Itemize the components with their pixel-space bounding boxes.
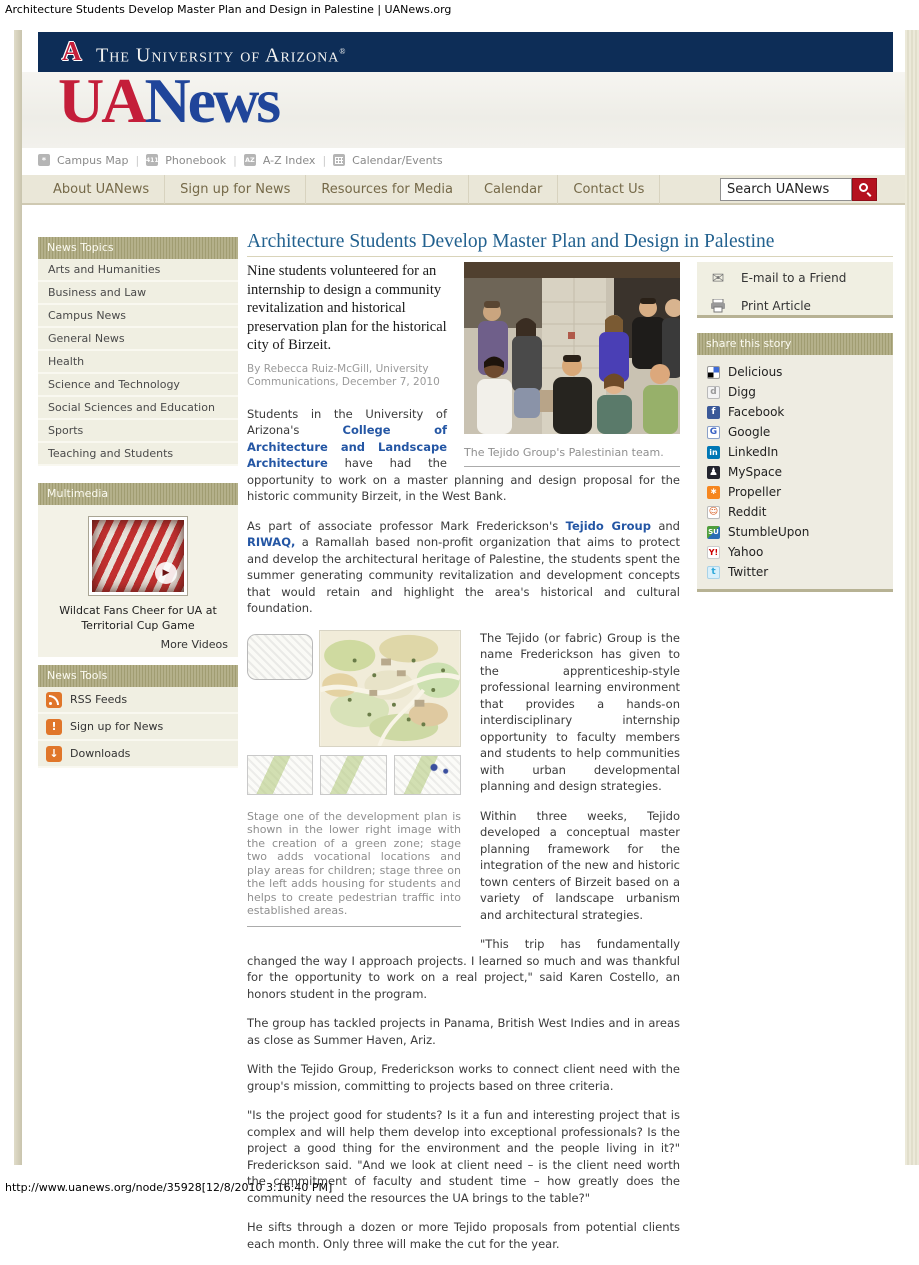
multimedia-section [38, 483, 238, 657]
utility-link-phonebook[interactable]: Phonebook [165, 153, 227, 167]
stumbleupon-icon: SU [707, 526, 720, 539]
uanews-logo-band [22, 65, 905, 148]
plan-image-montage [247, 630, 461, 798]
propeller-icon: ∗ [707, 486, 720, 499]
video-title-link[interactable]: Wildcat Fans Cheer for UA at Territorial Cup Game [59, 604, 217, 632]
paragraph-6: The group has tackled projects in Panama, British West Indies and in areas as close as Summer Haven, Ariz. [247, 1016, 680, 1047]
article-photo-figure [464, 262, 680, 467]
page-background-right-strip [905, 30, 919, 1165]
video-thumbnail[interactable] [89, 517, 187, 595]
sidebar-item-teaching-and-students[interactable]: Teaching and Students [38, 443, 238, 466]
uanews-logo[interactable]: UANews [58, 65, 279, 136]
college-architecture-link[interactable]: College of Architecture and Landscape Architecture [247, 423, 447, 470]
separator: | [233, 153, 237, 167]
tool-label: RSS Feeds [70, 693, 128, 706]
google-icon: G [707, 426, 720, 439]
nav-item-about-uanews[interactable]: About UANews [38, 175, 165, 204]
delicious-icon [707, 366, 720, 379]
status-bar-url: http://www.uanews.org/node/35928[12/8/2010 3:16:40 PM] [5, 1181, 333, 1194]
yahoo-icon: Y! [708, 547, 719, 557]
share-delicious[interactable]: Delicious [707, 362, 893, 382]
reddit-icon: ☺ [708, 506, 719, 517]
riwaq-link[interactable]: RIWAQ, [247, 535, 296, 549]
share-propeller[interactable]: ∗ Propeller [707, 482, 893, 502]
share-google[interactable]: G Google [707, 422, 893, 442]
utility-links-row [38, 152, 443, 168]
facebook-icon: f [707, 406, 720, 419]
multimedia-body [38, 505, 238, 657]
rss-icon [46, 692, 62, 708]
search-button[interactable] [852, 178, 877, 201]
tool-rss-feeds[interactable] [38, 687, 238, 714]
email-to-friend-link[interactable] [697, 266, 893, 290]
separator: | [135, 153, 140, 167]
print-label: Print Article [741, 299, 811, 313]
paragraph-5: "This trip has fundamentally changed the way I approach projects. I learned so much and was thankful for the opportunity to work on a real project," said Karen Costello, an honors student in the program. [247, 937, 680, 1001]
digg-icon: d [707, 386, 720, 399]
myspace-icon: ♟ [707, 466, 720, 479]
share-myspace[interactable]: ♟ MySpace [707, 462, 893, 482]
page-title: Architecture Students Develop Master Plan and Design in Palestine [247, 231, 775, 252]
share-stumbleupon[interactable]: SU StumbleUpon [708, 525, 810, 539]
news-tools-header: News Tools [38, 665, 238, 687]
sidebar-item-science-and-technology[interactable]: Science and Technology [38, 374, 238, 397]
paragraph-4: Within three weeks, Tejido developed a conceptual master planning framework for the integration of the new and historic town centers of Birzeit based on a variety of landscape urbanism and architectural strategies. [480, 808, 680, 922]
sidebar-item-sports[interactable]: Sports [38, 420, 238, 443]
stage-two-thumbnail[interactable] [320, 755, 387, 795]
university-wordmark[interactable]: The University of Arizona® [96, 44, 347, 67]
search-input[interactable] [720, 178, 852, 201]
envelope-icon: ✉ [711, 269, 725, 287]
search-form [720, 178, 877, 201]
sidebar-item-general-news[interactable]: General News [38, 328, 238, 351]
article-actions-box [697, 262, 893, 318]
share-linkedin[interactable]: in LinkedIn [707, 442, 893, 462]
plan-sketch-thumbnail[interactable] [247, 634, 313, 680]
window-title: Architecture Students Develop Master Plan and Design in Palestine | UANews.org [5, 3, 452, 16]
utility-link-calendar-events[interactable]: Calendar/Events [352, 153, 443, 167]
paragraph-2: As part of associate professor Mark Frederickson's Tejido Group and RIWAQ, a Ramallah based non-profit organization that aims to protect and develop the architectural heritage of Palestine, the students spent the summer generating community revitalization and development concepts that would retain and highlight the area's historical and cultural foundation. [247, 518, 680, 615]
news-topics-header: News Topics [38, 237, 238, 259]
article-lead: Nine students volunteered for an internship to design a community revitalization and historical preservation plan for the historical city of Birzeit. [247, 263, 447, 353]
stage-three-thumbnail[interactable] [247, 755, 313, 795]
photo-caption: The Tejido Group's Palestinian team. [464, 439, 680, 467]
search-icon [859, 183, 868, 192]
email-label: E-mail to a Friend [741, 271, 847, 285]
stage-one-thumbnail[interactable] [394, 755, 461, 795]
sidebar-item-social-sciences-and-education[interactable]: Social Sciences and Education [38, 397, 238, 420]
nav-item-contact-us[interactable]: Contact Us [558, 175, 660, 204]
nav-item-calendar[interactable]: Calendar [469, 175, 558, 204]
news-topics-section [38, 237, 238, 466]
tool-downloads[interactable] [38, 741, 238, 768]
article-title-block [247, 231, 893, 257]
print-article-link[interactable] [697, 294, 893, 318]
paragraph-7: With the Tejido Group, Frederickson works to connect client need with the group's mission, committing to projects based on three criteria. [247, 1062, 680, 1093]
nav-tabs [38, 175, 660, 204]
phonebook-icon: 411 [146, 154, 158, 166]
linkedin-icon: in [707, 446, 720, 459]
registered-mark: ® [339, 47, 347, 56]
news-tools-section [38, 665, 238, 768]
share-digg[interactable]: d Digg [707, 382, 893, 402]
multimedia-header: Multimedia [38, 483, 238, 505]
play-icon: ▶ [155, 562, 177, 584]
page-background-left-strip [14, 30, 22, 1165]
article-byline: By Rebecca Ruiz-McGill, University Communications, December 7, 2010 [247, 362, 440, 388]
download-icon: ↓ [46, 746, 62, 762]
sidebar-item-arts-and-humanities[interactable]: Arts and Humanities [38, 259, 238, 282]
tool-label: Sign up for News [70, 720, 164, 733]
ua-block-a-logo-icon[interactable]: A [62, 36, 82, 66]
alert-icon: ! [46, 719, 62, 735]
twitter-icon: t [707, 566, 720, 579]
az-index-icon: AZ [245, 156, 255, 164]
tool-sign-up-for-news[interactable] [38, 714, 238, 741]
figure-caption: Stage one of the development plan is shown in the lower right image with the creation of a green zone; stage two adds vocational locations and play areas for children; stage three on the left adds housing for students and helps to create pedestrian traffic into established areas. [247, 798, 461, 927]
main-navigation-bar [22, 175, 905, 205]
article-body [247, 262, 680, 1265]
separator: | [322, 153, 327, 167]
team-photo [464, 262, 680, 434]
more-videos-link[interactable]: More Videos [160, 638, 228, 651]
share-yahoo[interactable]: Y! Yahoo [708, 545, 764, 559]
paragraph-1: Students in the University of Arizona's College of Architecture and Landscape Architecture have had the opportunity to work on a master planning and design proposal for the historic community Birzeit, in the West Bank. [247, 406, 680, 503]
nav-item-sign-up-for-news[interactable]: Sign up for News [165, 175, 306, 204]
tool-label: Downloads [70, 747, 131, 760]
campus-map-icon: * [38, 154, 50, 166]
paragraph-9: He sifts through a dozen or more Tejido proposals from potential clients each month. Only three will make the cut for the year. [247, 1220, 680, 1251]
paragraph-3: The Tejido (or fabric) Group is the name Frederickson has given to the apprenticeship-style professional learning environment that provides a hands-on interdisciplinary internship opportunity to faculty members and students to help communities with urban developmental planning and design strategies. [480, 630, 680, 793]
printer-icon [709, 299, 727, 313]
watercolor-aerial-rendering[interactable] [319, 630, 461, 747]
development-plan-figure [247, 630, 480, 939]
sidebar-item-health[interactable]: Health [38, 351, 238, 374]
share-links-box [697, 355, 893, 592]
paragraph-8: "Is the project good for students? Is it a fun and interesting project that is complex and will help them develop into exceptional professionals? Is the project a good thing for the environment and the people living in it?" Frederickson said. "And we look at client need – is the client need worth the commitment of faculty and student time – how greatly does the community need the resources the UA brings to the table?" [247, 1108, 680, 1205]
share-facebook[interactable]: f Facebook [707, 402, 893, 422]
calendar-icon [333, 154, 345, 166]
share-twitter[interactable]: t Twitter [707, 562, 893, 582]
utility-link-campus-map[interactable]: Campus Map [57, 153, 129, 167]
tejido-group-link[interactable]: Tejido Group [565, 518, 651, 533]
share-this-story-header: share this story [697, 333, 893, 355]
sidebar-item-campus-news[interactable]: Campus News [38, 305, 238, 328]
sidebar-item-business-and-law[interactable]: Business and Law [38, 282, 238, 305]
utility-link-az-index[interactable]: A-Z Index [262, 153, 316, 167]
share-reddit[interactable]: ☺ Reddit [708, 505, 767, 519]
nav-item-resources-for-media[interactable]: Resources for Media [306, 175, 469, 204]
